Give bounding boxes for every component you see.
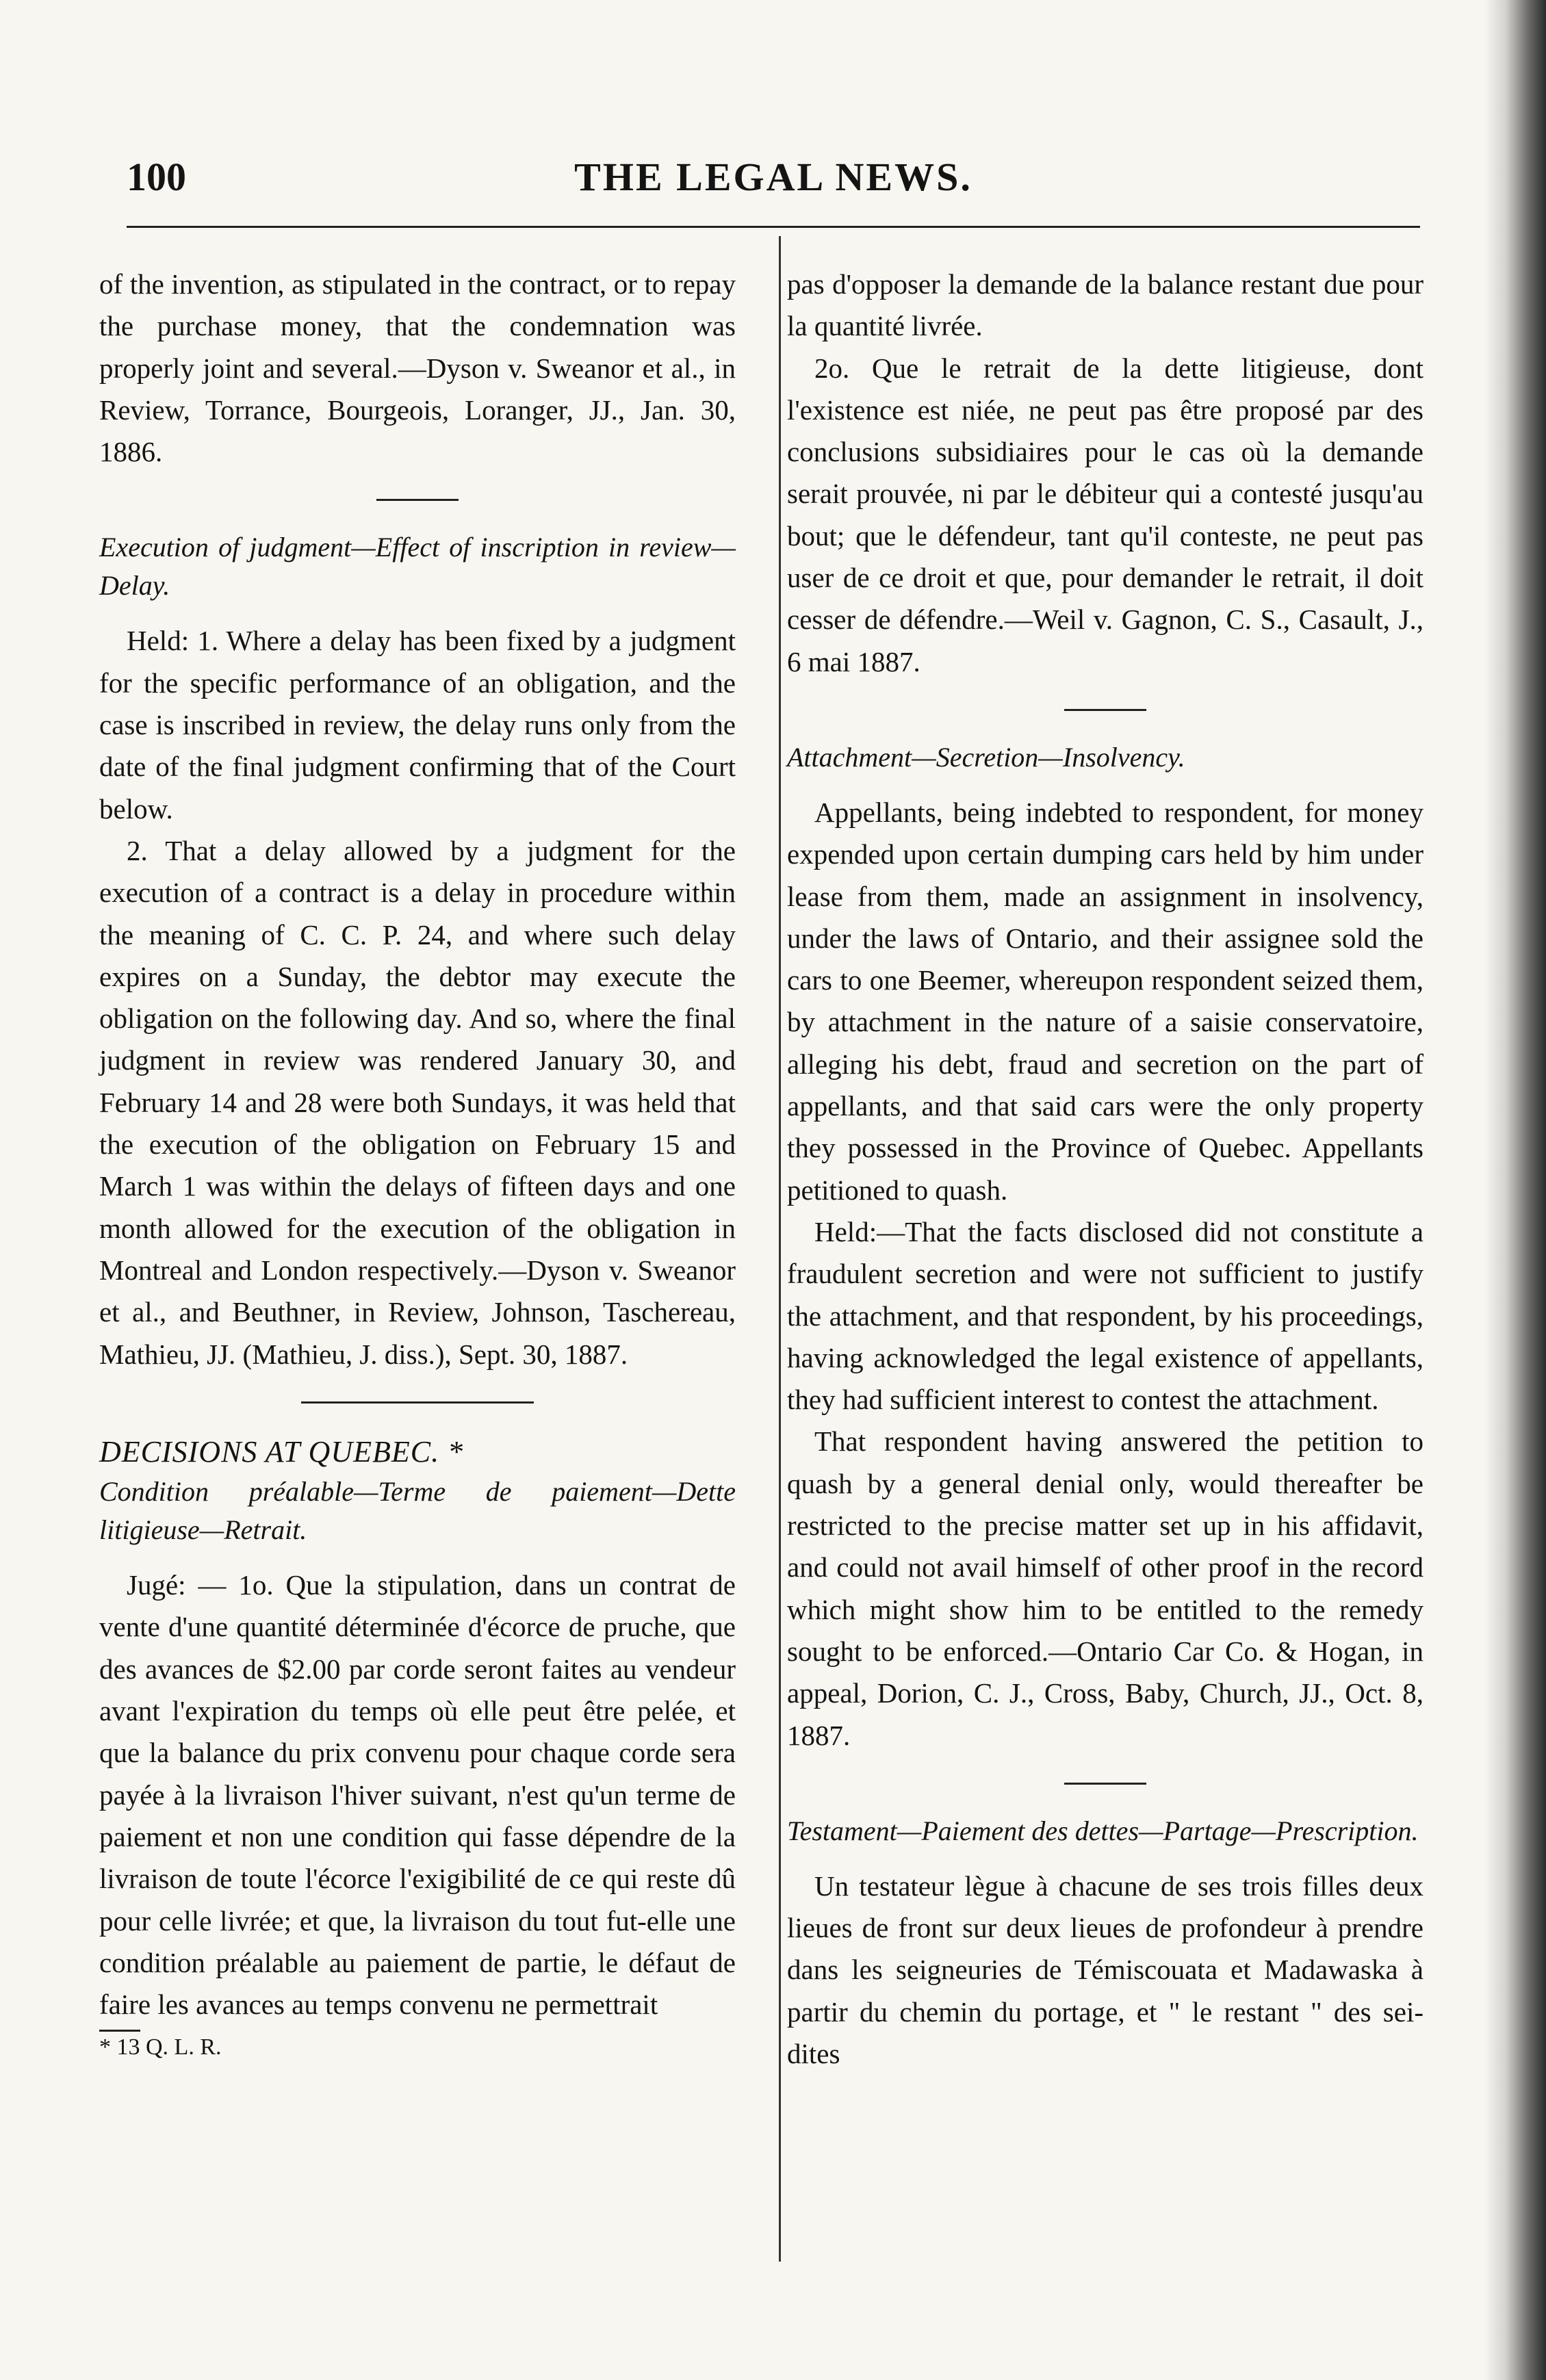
paragraph: That respondent having answered the petition to quash by a general denial only, would thereafter be restricted to the precise matter set up in his affidavit, and could not avail himself of other proof in the record which might show him to be entitled to the remedy sought to be enforced.—Ontario Car Co. & Hogan, in appeal, Dorion, C. J., Cross, Baby, Church, JJ., Oct. 8, 1887. (787, 1425, 1423, 1751)
page-number: 100 (127, 155, 186, 199)
section-heading: Attachment—Secretion—Insolvency. (787, 741, 1185, 773)
paragraph: 2. That a delay allowed by a judgment for the execution of a contract is a delay in procedure within the meaning of C. C. P. 24, and where such delay expires on a Sunday, the debtor may execute the obligation on the following day. And so, where the final judgment in review was rendered January 30, and February 14 and 28 were both Sundays, it was held that the execution of the obligation on February 15 and March 1 was within the delays of fifteen days and one month allowed for the execution of the obligation in Montreal and London respectively.—Dyson v. Sweanor et al., and Beuthner, in Review, Johnson, Taschereau, Mathieu, JJ. (Mathieu, J. diss.), Sept. 30, 1887. (99, 834, 736, 1370)
section-heading: Testament—Paiement des dettes—Partage—Prescription. (787, 1815, 1419, 1846)
paragraph: Appellants, being indebted to respondent, for money expended upon certain dumping cars held by him under lease from them, made an assignment in insolvency, under the laws of Ontario, and their assignee sold the cars to one Beemer, whereupon respondent seized them, by attachment in the nature of a saisie conservatoire, alleging his debt, fraud and secretion on the part of appellants, and that said cars were the only property they possessed in the Province of Quebec. Appellants petitioned to quash. (787, 796, 1423, 1206)
section-separator (1064, 709, 1146, 711)
paragraph: Held:—That the facts disclosed did not constitute a fraudulent secretion and were not sufficient to justify the attachment, and that respondent, by his proceedings, having acknowledged the legal existence of appellants, they had sufficient interest to contest the attachment. (787, 1215, 1423, 1416)
section-heading: Condition préalable—Terme de paiement—Dette litigieuse—Retrait. (99, 1476, 736, 1546)
paragraph: of the invention, as stipulated in the contract, or to repay the purchase money, that the condemnation was properly joint and several.—Dyson v. Sweanor et al., in Review, Torrance, Bourgeois, Loranger, JJ., Jan. 30, 1886. (99, 268, 736, 468)
paragraph: pas d'opposer la demande de la balance restant due pour la quantité livrée. (787, 268, 1423, 342)
scanned-page-edge (1484, 0, 1546, 2380)
paragraph: Un testateur lègue à chacune de ses trois filles deux lieues de front sur deux lieues de profondeur à prendre dans les seigneuries de Témiscouata et Madawaska à partir du chemin du portage, et " le restant " des sei-dites (787, 1870, 1423, 2069)
paragraph: Jugé: — 1o. Que la stipulation, dans un contrat de vente d'une quantité déterminée d'écorce de pruche, que des avances de $2.00 par corde seront faites au vendeur avant l'expiration du temps où elle peut être pelée, et que la balance du prix convenu pour chaque corde sera payée à la livraison l'hiver suivant, n'est qu'un terme de paiement et non une condition qui fasse dépendre de la livraison de toute l'écorce l'exigibilité de ce qui reste dû pour celle livrée; et que, la livraison du tout fut-elle une condition préalable au paiement de partie, le défaut de faire les avances au temps convenu ne permettrait (99, 1569, 736, 2021)
section-heading: Execution of judgment—Effect of inscription in review—Delay. (99, 532, 736, 602)
header-rule (127, 226, 1420, 228)
section-separator (1064, 1783, 1146, 1785)
footnote: * 13 Q. L. R. (99, 2034, 222, 2060)
column-divider (779, 236, 781, 2262)
right-column (787, 263, 1423, 2075)
section-separator (376, 499, 459, 501)
section-separator (301, 1401, 534, 1404)
paragraph: 2o. Que le retrait de la dette litigieuse, dont l'existence est niée, ne peut pas être proposé par des conclusions subsidiaires pour le cas où la demande serait prouvée, ni par le débiteur qui a contesté jusqu'au bout; que le défendeur, tant qu'il conteste, ne peut pas user de ce droit et que, pour demander le retrait, il doit cesser de défendre.—Weil v. Gagnon, C. S., Casault, J., 6 mai 1887. (787, 352, 1423, 677)
running-title: THE LEGAL NEWS. (574, 155, 972, 199)
paragraph: Held: 1. Where a delay has been fixed by a judgment for the specific performance of an obligation, and the case is inscribed in review, the delay runs only from the date of the final judgment confirming that of the Court below. (99, 625, 736, 825)
page-header (127, 154, 1420, 216)
section-title: DECISIONS AT QUEBEC. * (99, 1434, 464, 1469)
left-column (99, 263, 736, 2063)
